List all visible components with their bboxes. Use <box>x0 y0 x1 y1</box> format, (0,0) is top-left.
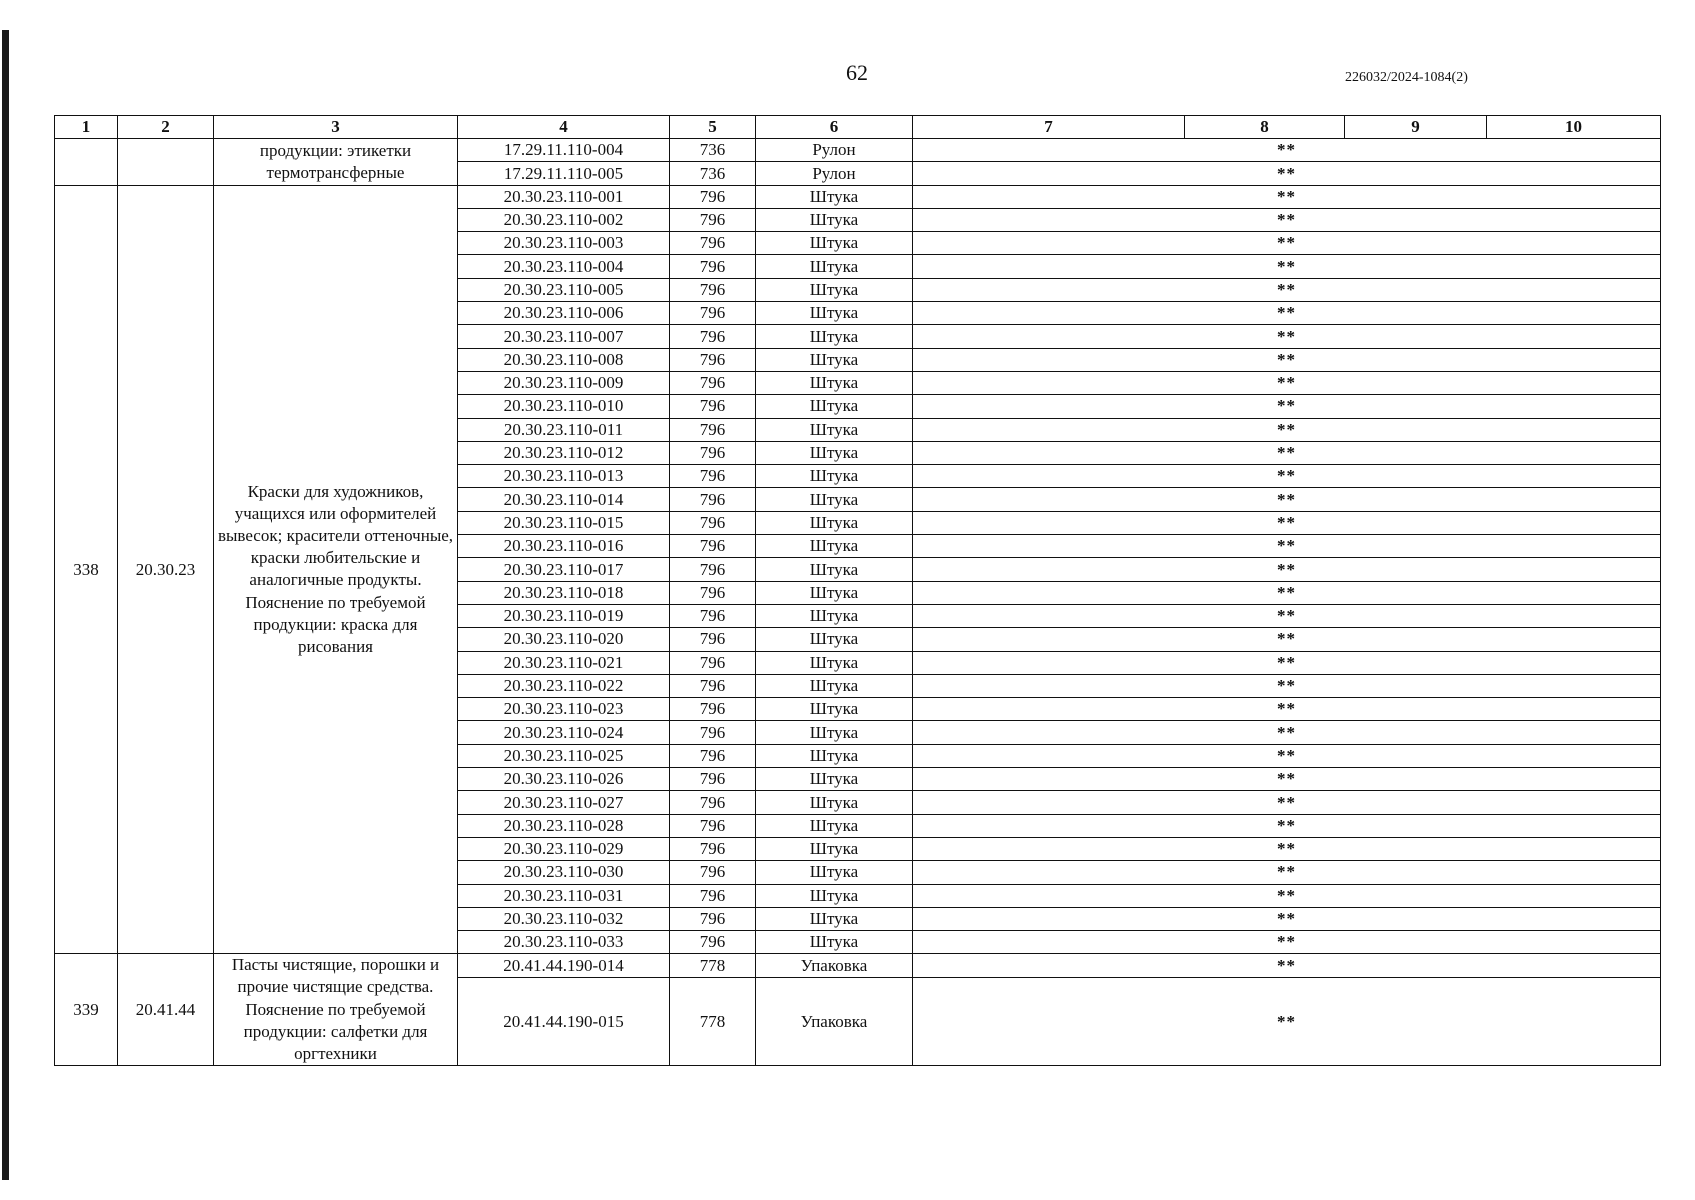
note-mark-cell: ** <box>913 861 1661 884</box>
ktru-code-cell: 20.30.23.110-020 <box>458 628 670 651</box>
unit-code-cell: 796 <box>670 465 756 488</box>
unit-code-cell: 796 <box>670 325 756 348</box>
note-mark-cell: ** <box>913 628 1661 651</box>
column-header: 4 <box>458 116 670 139</box>
note-mark-cell: ** <box>913 232 1661 255</box>
note-mark-cell: ** <box>913 791 1661 814</box>
column-header: 8 <box>1185 116 1345 139</box>
ktru-code-cell: 20.30.23.110-026 <box>458 768 670 791</box>
ktru-code-cell: 20.30.23.110-031 <box>458 884 670 907</box>
unit-name-cell: Штука <box>756 325 913 348</box>
note-mark-cell: ** <box>913 465 1661 488</box>
row-number-cell: 338 <box>55 185 118 954</box>
ktru-code-cell: 20.30.23.110-008 <box>458 348 670 371</box>
unit-code-cell: 796 <box>670 791 756 814</box>
column-header: 10 <box>1487 116 1661 139</box>
note-mark-cell: ** <box>913 651 1661 674</box>
unit-code-cell: 796 <box>670 837 756 860</box>
unit-code-cell: 796 <box>670 232 756 255</box>
ktru-code-cell: 20.30.23.110-011 <box>458 418 670 441</box>
okpd-code-cell: 20.41.44 <box>118 954 214 1065</box>
column-header: 3 <box>214 116 458 139</box>
column-header: 6 <box>756 116 913 139</box>
unit-code-cell: 778 <box>670 954 756 978</box>
unit-code-cell: 796 <box>670 558 756 581</box>
note-mark-cell: ** <box>913 674 1661 697</box>
ktru-code-cell: 20.30.23.110-023 <box>458 698 670 721</box>
unit-name-cell: Штука <box>756 744 913 767</box>
note-mark-cell: ** <box>913 884 1661 907</box>
unit-name-cell: Штука <box>756 208 913 231</box>
description-cell: Пасты чистящие, порошки и прочие чистящие средства. Пояснение по требуемой продукции: салфетки для оргтехники <box>214 954 458 1065</box>
note-mark-cell: ** <box>913 185 1661 208</box>
note-mark-cell: ** <box>913 814 1661 837</box>
note-mark-cell: ** <box>913 162 1661 185</box>
note-mark-cell: ** <box>913 488 1661 511</box>
note-mark-cell: ** <box>913 418 1661 441</box>
unit-code-cell: 796 <box>670 348 756 371</box>
unit-code-cell: 796 <box>670 814 756 837</box>
ktru-code-cell: 20.30.23.110-017 <box>458 558 670 581</box>
ktru-code-cell: 20.30.23.110-003 <box>458 232 670 255</box>
unit-code-cell: 796 <box>670 441 756 464</box>
product-table <box>54 115 1661 1066</box>
ktru-code-cell: 20.30.23.110-013 <box>458 465 670 488</box>
unit-code-cell: 796 <box>670 698 756 721</box>
note-mark-cell: ** <box>913 907 1661 930</box>
unit-code-cell: 796 <box>670 371 756 394</box>
unit-name-cell: Штука <box>756 441 913 464</box>
unit-code-cell: 796 <box>670 395 756 418</box>
page-number: 62 <box>846 60 868 85</box>
ktru-code-cell: 20.30.23.110-015 <box>458 511 670 534</box>
column-header: 5 <box>670 116 756 139</box>
description-cell: продукции: этикетки термотрансферные <box>214 139 458 186</box>
unit-code-cell: 796 <box>670 861 756 884</box>
note-mark-cell: ** <box>913 302 1661 325</box>
description-cell: Краски для художников, учащихся или оформителей вывесок; красители оттеночные, краски любительские и аналогичные продукты. Пояснение по требуемой продукции: краска для рисования <box>214 185 458 954</box>
column-header: 1 <box>55 116 118 139</box>
note-mark-cell: ** <box>913 371 1661 394</box>
note-mark-cell: ** <box>913 931 1661 954</box>
unit-code-cell: 796 <box>670 884 756 907</box>
ktru-code-cell: 20.30.23.110-021 <box>458 651 670 674</box>
unit-name-cell: Штука <box>756 674 913 697</box>
unit-name-cell: Штука <box>756 814 913 837</box>
unit-code-cell: 796 <box>670 931 756 954</box>
table-body <box>55 139 1661 1066</box>
unit-name-cell: Штука <box>756 185 913 208</box>
ktru-code-cell: 20.30.23.110-029 <box>458 837 670 860</box>
unit-code-cell: 778 <box>670 978 756 1066</box>
document-id: 226032/2024-1084(2) <box>1345 70 1468 85</box>
unit-name-cell: Штука <box>756 884 913 907</box>
ktru-code-cell: 20.30.23.110-033 <box>458 931 670 954</box>
unit-code-cell: 796 <box>670 907 756 930</box>
ktru-code-cell: 20.30.23.110-012 <box>458 441 670 464</box>
unit-name-cell: Штука <box>756 302 913 325</box>
unit-name-cell: Штука <box>756 371 913 394</box>
unit-code-cell: 796 <box>670 768 756 791</box>
note-mark-cell: ** <box>913 978 1661 1066</box>
ktru-code-cell: 17.29.11.110-005 <box>458 162 670 185</box>
unit-name-cell: Упаковка <box>756 954 913 978</box>
unit-name-cell: Штука <box>756 907 913 930</box>
unit-name-cell: Штука <box>756 511 913 534</box>
row-number-cell <box>55 139 118 186</box>
unit-code-cell: 796 <box>670 628 756 651</box>
unit-name-cell: Штука <box>756 768 913 791</box>
unit-name-cell: Рулон <box>756 162 913 185</box>
unit-code-cell: 796 <box>670 185 756 208</box>
ktru-code-cell: 20.30.23.110-032 <box>458 907 670 930</box>
note-mark-cell: ** <box>913 139 1661 162</box>
column-header: 7 <box>913 116 1185 139</box>
unit-code-cell: 796 <box>670 651 756 674</box>
note-mark-cell: ** <box>913 721 1661 744</box>
note-mark-cell: ** <box>913 348 1661 371</box>
okpd-code-cell <box>118 139 214 186</box>
ktru-code-cell: 20.30.23.110-001 <box>458 185 670 208</box>
note-mark-cell: ** <box>913 511 1661 534</box>
ktru-code-cell: 20.30.23.110-018 <box>458 581 670 604</box>
unit-name-cell: Штука <box>756 651 913 674</box>
unit-name-cell: Штука <box>756 628 913 651</box>
note-mark-cell: ** <box>913 837 1661 860</box>
unit-name-cell: Штука <box>756 698 913 721</box>
ktru-code-cell: 20.30.23.110-024 <box>458 721 670 744</box>
unit-name-cell: Штука <box>756 837 913 860</box>
note-mark-cell: ** <box>913 954 1661 978</box>
ktru-code-cell: 20.30.23.110-019 <box>458 604 670 627</box>
note-mark-cell: ** <box>913 768 1661 791</box>
unit-code-cell: 796 <box>670 604 756 627</box>
unit-name-cell: Штука <box>756 348 913 371</box>
unit-code-cell: 736 <box>670 139 756 162</box>
unit-name-cell: Штука <box>756 418 913 441</box>
ktru-code-cell: 20.30.23.110-028 <box>458 814 670 837</box>
ktru-code-cell: 20.30.23.110-016 <box>458 535 670 558</box>
unit-code-cell: 796 <box>670 744 756 767</box>
ktru-code-cell: 20.41.44.190-015 <box>458 978 670 1066</box>
unit-name-cell: Штука <box>756 791 913 814</box>
header-row <box>55 116 1661 139</box>
unit-name-cell: Штука <box>756 488 913 511</box>
unit-name-cell: Штука <box>756 395 913 418</box>
ktru-code-cell: 20.30.23.110-005 <box>458 278 670 301</box>
ktru-code-cell: 20.30.23.110-010 <box>458 395 670 418</box>
unit-name-cell: Рулон <box>756 139 913 162</box>
note-mark-cell: ** <box>913 395 1661 418</box>
column-header: 9 <box>1345 116 1487 139</box>
unit-code-cell: 796 <box>670 255 756 278</box>
note-mark-cell: ** <box>913 325 1661 348</box>
note-mark-cell: ** <box>913 581 1661 604</box>
note-mark-cell: ** <box>913 278 1661 301</box>
scan-edge-bar <box>2 30 9 1180</box>
unit-code-cell: 796 <box>670 302 756 325</box>
ktru-code-cell: 20.30.23.110-002 <box>458 208 670 231</box>
unit-code-cell: 796 <box>670 674 756 697</box>
unit-code-cell: 796 <box>670 581 756 604</box>
note-mark-cell: ** <box>913 255 1661 278</box>
ktru-code-cell: 20.30.23.110-022 <box>458 674 670 697</box>
ktru-code-cell: 20.30.23.110-025 <box>458 744 670 767</box>
unit-code-cell: 796 <box>670 278 756 301</box>
unit-name-cell: Штука <box>756 558 913 581</box>
row-number-cell: 339 <box>55 954 118 1065</box>
ktru-code-cell: 20.30.23.110-004 <box>458 255 670 278</box>
unit-code-cell: 796 <box>670 511 756 534</box>
note-mark-cell: ** <box>913 698 1661 721</box>
ktru-code-cell: 20.30.23.110-027 <box>458 791 670 814</box>
unit-name-cell: Штука <box>756 535 913 558</box>
table-row <box>55 954 1661 978</box>
unit-code-cell: 796 <box>670 418 756 441</box>
note-mark-cell: ** <box>913 604 1661 627</box>
note-mark-cell: ** <box>913 441 1661 464</box>
table-row <box>55 185 1661 208</box>
unit-code-cell: 796 <box>670 535 756 558</box>
table-row <box>55 139 1661 162</box>
ktru-code-cell: 20.30.23.110-014 <box>458 488 670 511</box>
unit-name-cell: Штука <box>756 861 913 884</box>
unit-name-cell: Штука <box>756 278 913 301</box>
unit-name-cell: Штука <box>756 581 913 604</box>
ktru-code-cell: 20.30.23.110-006 <box>458 302 670 325</box>
unit-code-cell: 796 <box>670 208 756 231</box>
unit-name-cell: Штука <box>756 465 913 488</box>
ktru-code-cell: 20.30.23.110-007 <box>458 325 670 348</box>
note-mark-cell: ** <box>913 208 1661 231</box>
unit-name-cell: Штука <box>756 604 913 627</box>
unit-code-cell: 796 <box>670 488 756 511</box>
ktru-code-cell: 20.41.44.190-014 <box>458 954 670 978</box>
unit-code-cell: 796 <box>670 721 756 744</box>
note-mark-cell: ** <box>913 744 1661 767</box>
ktru-code-cell: 20.30.23.110-009 <box>458 371 670 394</box>
table-container <box>54 115 1660 1066</box>
unit-name-cell: Упаковка <box>756 978 913 1066</box>
unit-name-cell: Штука <box>756 232 913 255</box>
unit-name-cell: Штука <box>756 721 913 744</box>
column-header: 2 <box>118 116 214 139</box>
note-mark-cell: ** <box>913 558 1661 581</box>
okpd-code-cell: 20.30.23 <box>118 185 214 954</box>
ktru-code-cell: 17.29.11.110-004 <box>458 139 670 162</box>
unit-name-cell: Штука <box>756 931 913 954</box>
note-mark-cell: ** <box>913 535 1661 558</box>
unit-name-cell: Штука <box>756 255 913 278</box>
ktru-code-cell: 20.30.23.110-030 <box>458 861 670 884</box>
unit-code-cell: 736 <box>670 162 756 185</box>
